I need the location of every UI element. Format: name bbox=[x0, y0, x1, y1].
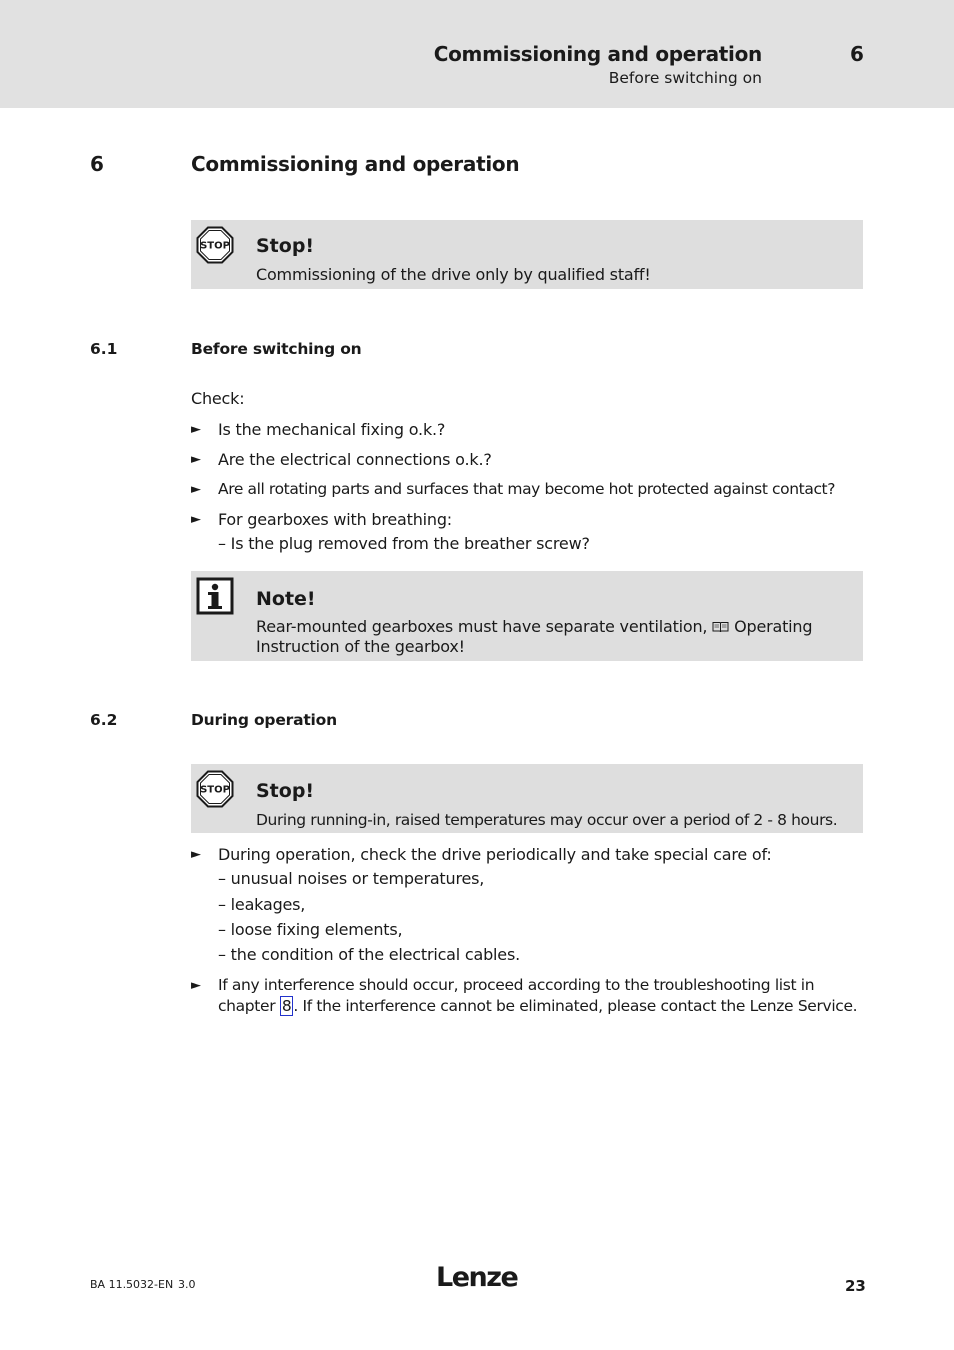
lenze-logo: Lenze bbox=[436, 1262, 518, 1293]
note-text: Rear-mounted gearboxes must have separate ventilation, Operating Instruction of the gearbox! bbox=[256, 617, 813, 656]
check-intro: Check: bbox=[191, 389, 245, 408]
sub-list-item: – Is the plug removed from the breather screw? bbox=[218, 534, 590, 553]
sub-list-item: – the condition of the electrical cables. bbox=[218, 945, 520, 964]
section-number: 6.2 bbox=[90, 711, 118, 729]
section-title: Before switching on bbox=[191, 340, 362, 358]
stop-warning-box bbox=[191, 764, 863, 833]
page-number: 23 bbox=[845, 1277, 866, 1295]
header-chapter-number: 6 bbox=[850, 42, 864, 66]
note-box bbox=[191, 571, 863, 661]
stop-sign-icon bbox=[196, 226, 234, 264]
bullet-arrow-icon: ► bbox=[191, 452, 201, 467]
bullet-arrow-icon: ► bbox=[191, 847, 201, 862]
section-number: 6.1 bbox=[90, 340, 118, 358]
stop-sign-icon bbox=[196, 770, 234, 808]
chapter-title: Commissioning and operation bbox=[191, 152, 520, 176]
stop-text: During running-in, raised temperatures may occur over a period of 2 - 8 hours. bbox=[256, 811, 838, 829]
section-title: During operation bbox=[191, 711, 337, 729]
bullet-arrow-icon: ► bbox=[191, 422, 201, 437]
bullet-arrow-icon: ► bbox=[191, 482, 201, 497]
chapter-number: 6 bbox=[90, 152, 104, 176]
chapter-8-link[interactable]: 8 bbox=[281, 997, 292, 1015]
bullet-arrow-icon: ► bbox=[191, 978, 201, 993]
note-title: Note! bbox=[256, 588, 316, 610]
footer-version: 3.0 bbox=[178, 1278, 196, 1291]
sub-list-item: – leakages, bbox=[218, 895, 306, 914]
sub-list-item: – loose fixing elements, bbox=[218, 920, 403, 939]
book-icon bbox=[712, 621, 729, 633]
stop-warning-box bbox=[191, 220, 863, 289]
info-icon bbox=[196, 577, 234, 615]
stop-text: Commissioning of the drive only by qualified staff! bbox=[256, 265, 651, 284]
svg-text:STOP: STOP bbox=[200, 240, 230, 252]
bullet-arrow-icon: ► bbox=[191, 512, 201, 527]
stop-title: Stop! bbox=[256, 780, 315, 802]
stop-title: Stop! bbox=[256, 235, 315, 257]
sub-list-item: – unusual noises or temperatures, bbox=[218, 869, 485, 888]
footer-doc-id: BA 11.5032-EN bbox=[90, 1278, 174, 1291]
header-subtitle: Before switching on bbox=[608, 69, 762, 87]
svg-text:STOP: STOP bbox=[200, 784, 230, 796]
header-title: Commissioning and operation bbox=[433, 42, 762, 66]
